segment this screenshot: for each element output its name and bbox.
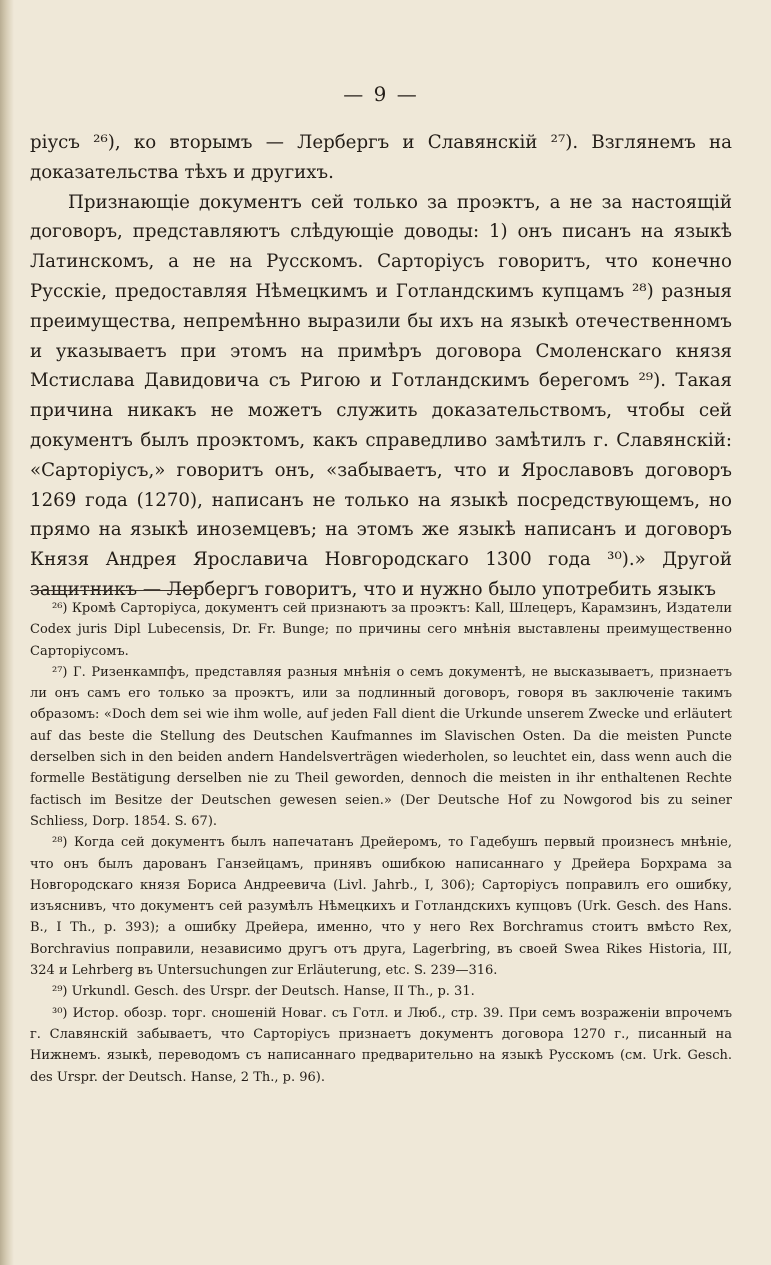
main-text xyxy=(30,128,732,605)
footnote-28: ²⁸) Когда сей документъ былъ напечатанъ Дрейеромъ, то Гадебушъ первый произнесъ мнѣніе, что онъ былъ дарованъ Ганзейцамъ, принявъ ошибкою написаннаго у Дрейера Борхрама за Новгородскаго князя Бориса Андреевича (Livl. Jahrb., I, 306); Сарторіусъ поправилъ его ошибку, изъяснивъ, что документъ сей разумѣлъ Нѣмецкихъ и Готландскихъ купцовъ (Urk. Gesch. des Hans. B., I Th., p. 393); а ошибку Дрейера, именно, что у него Rex Borchramus стоитъ вмѣсто Rex, Borchravius поправили, независимо другъ отъ друга, Lagerbring, въ своей Swea Rikes Historia, III, 324 и Lehrberg въ Untersuchungen zur Erläuterung, etc. S. 239—316. xyxy=(30,835,732,979)
page-number: — 9 — xyxy=(343,82,419,106)
footnote-26: ²⁶) Кромѣ Сарторіуса, документъ сей признаютъ за проэктъ: Kall, Шлецеръ, Карамзинъ, Издатели Codex juris Dipl Lubecensis, Dr. Fr. Bunge; по причины сего мнѣнія выставлены преимущественно Сарторіусомъ. xyxy=(30,601,732,659)
paragraph-2: Признающіе документъ сей только за проэктъ, а не за настоящій договоръ, представляютъ слѣдующіе доводы: 1) онъ писанъ на языкѣ Латинскомъ, а не на Русскомъ. Сарторіусъ говоритъ, что конечно Русскіе, предоставляя Нѣмецкимъ и Готландскимъ купцамъ ²⁸) разныя преимущества, непремѣнно выразили бы ихъ на языкѣ отечественномъ и указываетъ при этомъ на примѣръ договора Смоленскаго князя Мстислава Давидовича съ Ригою и Готландскимъ берегомъ ²⁹). Такая причина никакъ не можетъ служить доказательствомъ, чтобы сей документъ былъ проэктомъ, какъ справедливо замѣтилъ г. Славянскій: «Сарторіусъ,» говоритъ онъ, «забываетъ, что и Ярославовъ договоръ 1269 года (1270), написанъ не только на языкѣ посредствующемъ, но прямо на языкѣ иноземцевъ; на этомъ же языкѣ написанъ и договоръ Князя Андрея Ярославича Новгородскаго 1300 года ³⁰).» Другой защитникъ — Лербергъ говоритъ, что и нужно было употребить языкъ xyxy=(30,191,732,600)
page-binding-edge xyxy=(0,0,14,1265)
footnotes xyxy=(30,598,732,1088)
footnote-27: ²⁷) Г. Ризенкампфъ, представляя разныя мнѣнія о семъ документѣ, не высказываетъ, признаетъ ли онъ самъ его только за проэктъ, или за подлинный договоръ, говоря въ заключеніе такимъ образомъ: «Doch dem sei wie ihm wolle, auf jeden Fall dient die Urkunde unserem Zwecke und erläutert auf das beste die Stellung des Deutschen Kaufmannes im Slavischen Osten. Da die meisten Puncte derselben sich in den beiden andern Handelsverträgen wiederholen, so leuchtet ein, dass wenn auch die formelle Bestätigung derselben nie zu Theil geworden, dennoch die meisten in ihr enthaltenen Rechte factisch im Besitze der Deutschen gewesen seien.» (Der Deutsche Hof zu Nowgorod bis zu seiner Schliess, Dorp. 1854. S. 67). xyxy=(30,664,732,829)
book-page xyxy=(30,0,732,1265)
paragraph-1: ріусъ ²⁶), ко вторымъ — Лербергъ и Славянскій ²⁷). Взглянемъ на доказательства тѣхъ и другихъ. xyxy=(30,132,732,183)
footnote-divider xyxy=(30,590,198,591)
footnote-29: ²⁹) Urkundl. Gesch. des Urspr. der Deutsch. Hanse, II Th., p. 31. xyxy=(52,984,475,1000)
footnote-30: ³⁰) Истор. обозр. торг. сношеній Новаг. съ Готл. и Люб., стр. 39. При семъ возраженіи впрочемъ г. Славянскій забываетъ, что Сарторіусъ признаетъ документъ договора 1270 г., писанный на Нижнемъ. языкѣ, переводомъ съ написаннаго предварительно на языкѣ Русскомъ (см. Urk. Gesch. des Urspr. der Deutsch. Hanse, 2 Th., p. 96). xyxy=(30,1005,732,1085)
